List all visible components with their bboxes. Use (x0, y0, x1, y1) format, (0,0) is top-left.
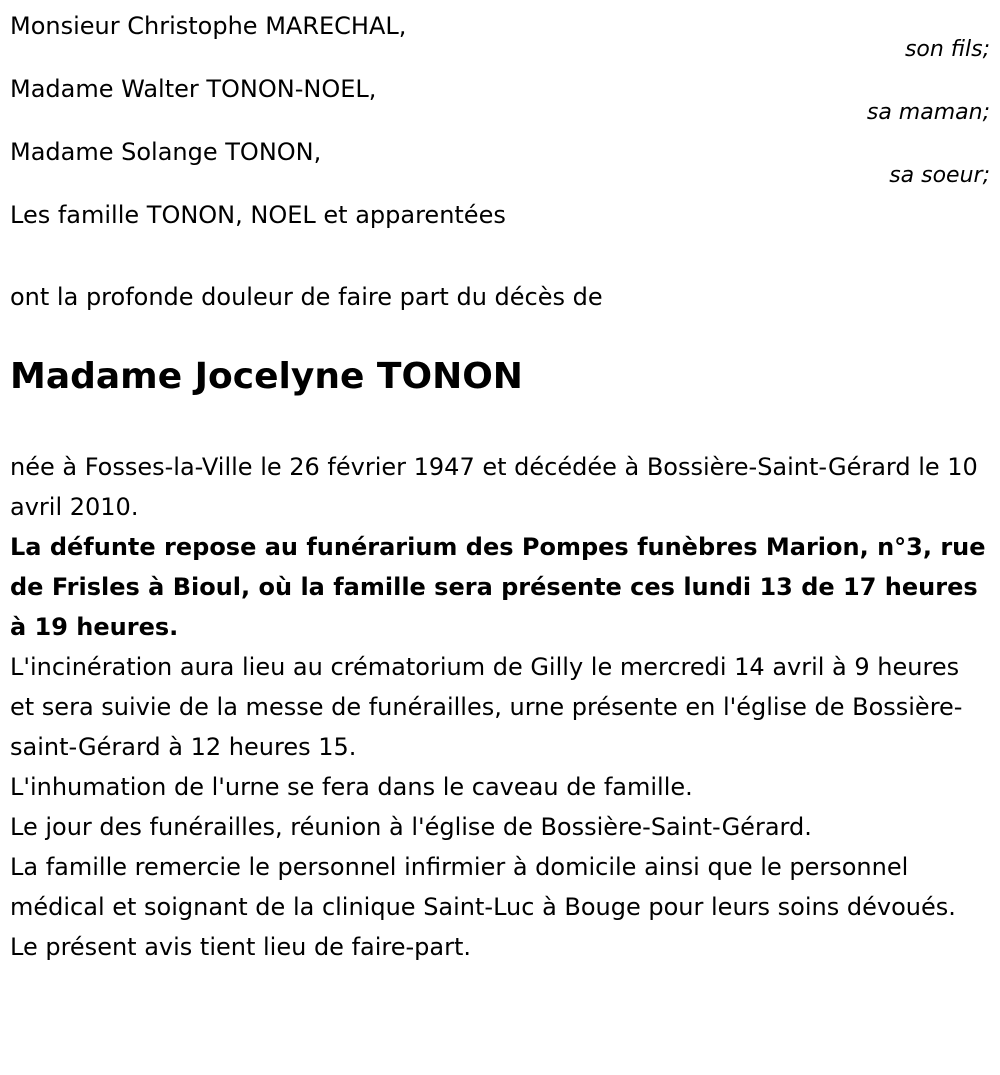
family-member-relation: sa soeur; (889, 163, 990, 188)
family-member-relation: sa maman; (866, 100, 990, 125)
deceased-name: Madame Jocelyne TONON (10, 356, 523, 397)
announcement-intro: ont la profonde douleur de faire part du décès de (10, 283, 603, 311)
family-member-name: Monsieur Christophe MARECHAL, (10, 12, 407, 40)
funeral-home-details: La défunte repose au funérarium des Pompes funèbres Marion, n°3, rue de Frisles à Bioul, où la famille sera présente ces lundi 13 de 17 heures à 19 heures. (10, 533, 986, 641)
family-member-name: Madame Solange TONON, (10, 138, 322, 166)
family-member-relation: son fils; (904, 37, 990, 62)
notice-footer: Le présent avis tient lieu de faire-part. (10, 933, 472, 961)
family-member-line (10, 63, 990, 126)
family-member-line (10, 0, 990, 63)
gathering-details: Le jour des funérailles, réunion à l'église de Bossière-Saint-Gérard. (10, 813, 812, 841)
birth-death-details: née à Fosses-la-Ville le 26 février 1947 et décédée à Bossière-Saint-Gérard le 10 avril 2010. (10, 453, 978, 521)
notice-body (10, 447, 990, 967)
extended-family-line: Les famille TONON, NOEL et apparentées (10, 201, 506, 229)
burial-details: L'inhumation de l'urne se fera dans le caveau de famille. (10, 773, 693, 801)
acknowledgements: La famille remercie le personnel infirmier à domicile ainsi que le personnel médical et soignant de la clinique Saint-Luc à Bouge pour leurs soins dévoués. (10, 853, 956, 921)
family-member-line (10, 126, 990, 189)
cremation-details: L'incinération aura lieu au crématorium de Gilly le mercredi 14 avril à 9 heures et sera suivie de la messe de funérailles, urne présente en l'église de Bossière-saint-Gérard à 12 heures 15. (10, 653, 963, 761)
family-member-name: Madame Walter TONON-NOEL, (10, 75, 377, 103)
